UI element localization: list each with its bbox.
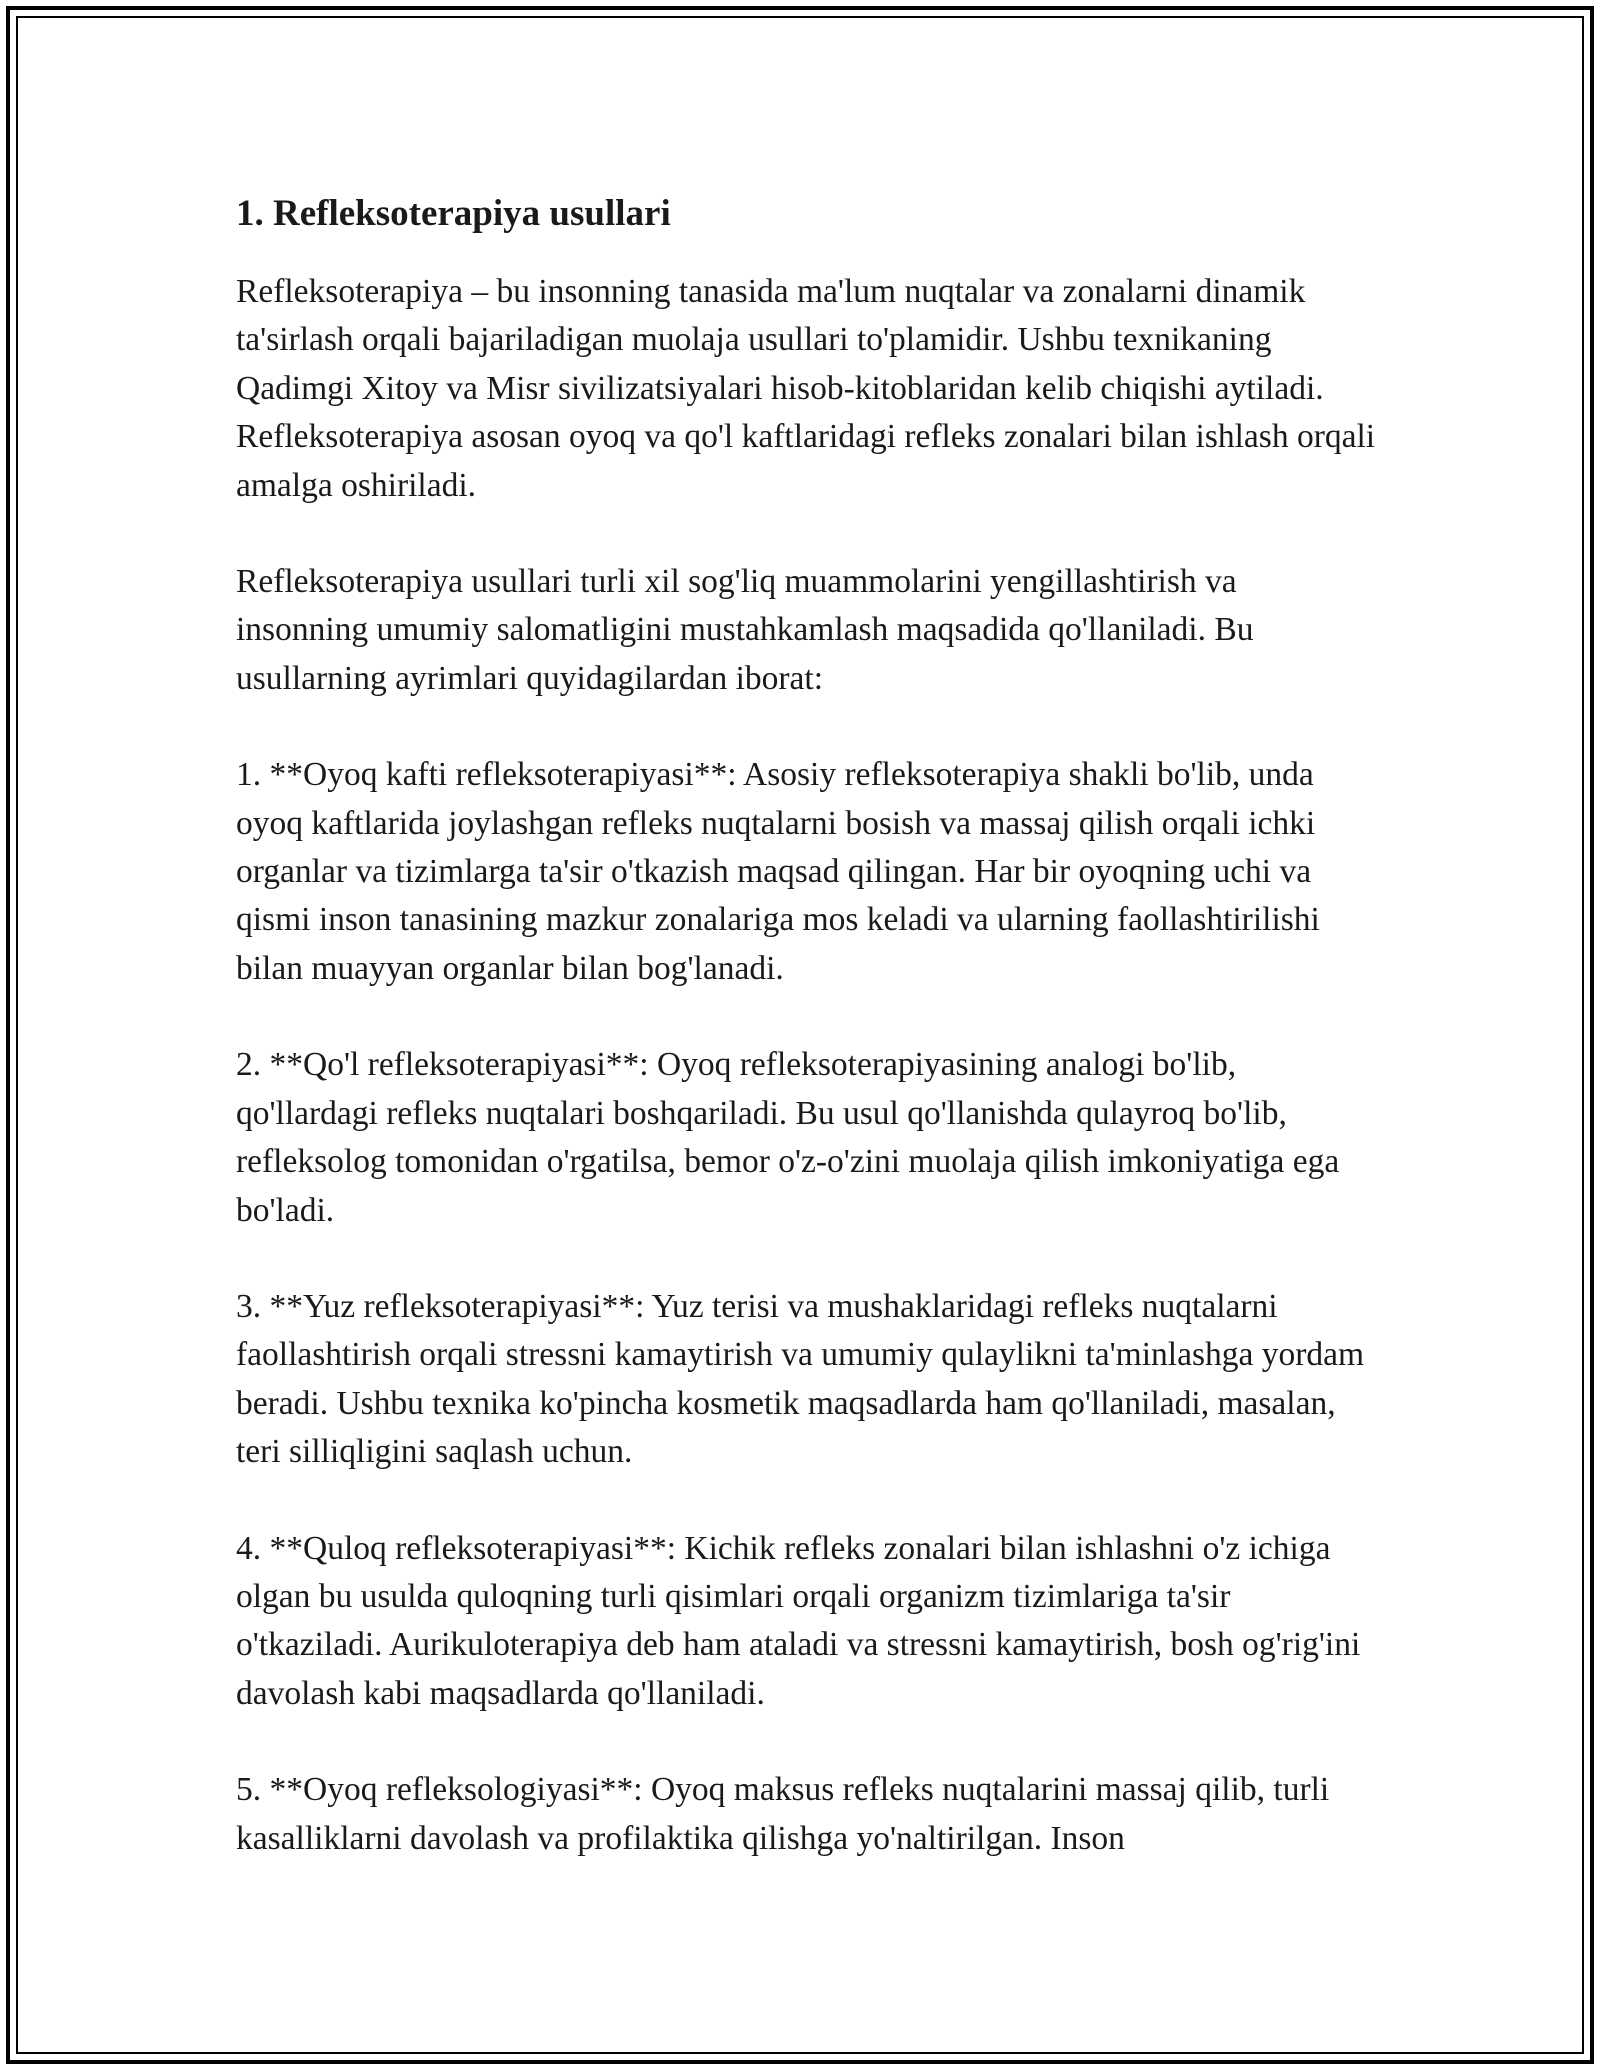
usage-paragraph: Refleksoterapiya usullari turli xil sog'liq muammolarini yengillashtirish va insonning umumiy salomatligini mustahkamlash maqsadida qo'llaniladi. Bu usullarning ayrimlari quyidagilardan iborat:: [236, 563, 1254, 697]
page-title: 1. Refleksoterapiya usullari: [236, 193, 671, 234]
list-item-foot-reflexology: 5. **Oyoq refleksologiyasi**: Oyoq maksus refleks nuqtalarini massaj qilib, turli kasalliklarni davolash va profilaktika qilishga yo'naltirilgan. Inson: [236, 1771, 1330, 1857]
list-item-foot-reflexotherapy: 1. **Oyoq kafti refleksoterapiyasi**: Asosiy refleksoterapiya shakli bo'lib, unda oyoq kaftlarida joylashgan refleks nuqtalarni bosish va massaj qilish orqali ichki organlar va tizimlarga ta'sir o'tkazish maqsad qilingan. Har bir oyoqning uchi va qismi inson tanasining mazkur zonalariga mos keladi va ularning faollashtirilishi bilan muayyan organlar bilan bog'lanadi.: [236, 756, 1320, 987]
document-body: [236, 182, 1376, 1911]
list-item-ear-reflexotherapy: 4. **Quloq refleksoterapiyasi**: Kichik refleks zonalari bilan ishlashni o'z ichiga olgan bu usulda quloqning turli qisimlari orqali organizm tizimlariga ta'sir o'tkaziladi. Aurikuloterapiya deb ham ataladi va stressni kamaytirish, bosh og'rig'ini davolash kabi maqsadlarda qo'llaniladi.: [236, 1529, 1361, 1712]
list-item-face-reflexotherapy: 3. **Yuz refleksoterapiyasi**: Yuz terisi va mushaklaridagi refleks nuqtalarni faollashtirish orqali stressni kamaytirish va umumiy qulaylikni ta'minlashga yordam beradi. Ushbu texnika ko'pincha kosmetik maqsadlarda ham qo'llaniladi, masalan, teri silliqligini saqlash uchun.: [236, 1287, 1365, 1471]
list-item-hand-reflexotherapy: 2. **Qo'l refleksoterapiyasi**: Oyoq refleksoterapiyasining analogi bo'lib, qo'llardagi refleks nuqtalari boshqariladi. Bu usul qo'llanishda qulayroq bo'lib, refleksolog tomonidan o'rgatilsa, bemor o'z-o'zini muolaja qilish imkoniyatiga ega bo'ladi.: [236, 1046, 1340, 1229]
intro-paragraph: Refleksoterapiya – bu insonning tanasida ma'lum nuqtalar va zonalarni dinamik ta'sirlash orqali bajariladigan muolaja usullari to'plamidir. Ushbu texnikaning Qadimgi Xitoy va Misr sivilizatsiyalari hisob-kitoblaridan kelib chiqishi aytiladi. Refleksoterapiya asosan oyoq va qo'l kaftlaridagi refleks zonalari bilan ishlash orqali amalga oshiriladi.: [236, 273, 1376, 504]
